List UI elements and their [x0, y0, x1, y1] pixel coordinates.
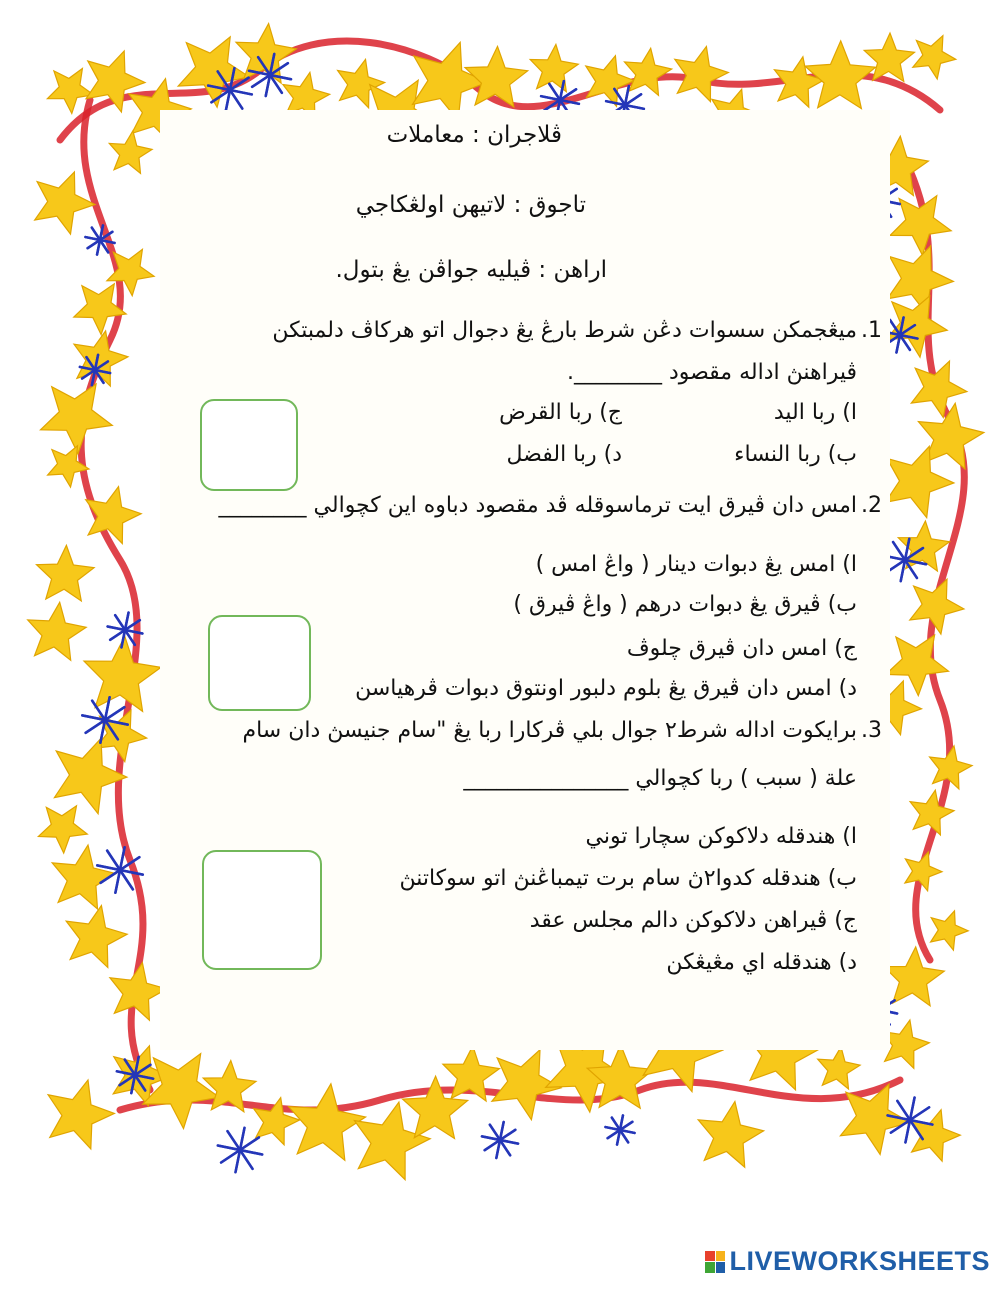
option-c: ج) ربا القرض [499, 400, 622, 425]
star-icon [109, 131, 152, 174]
question-number: 1. [861, 318, 882, 343]
star-icon [52, 845, 116, 909]
option-a: ا) ربا اليد [773, 400, 857, 425]
star-icon [66, 906, 127, 968]
star-icon [41, 384, 113, 454]
instruction-label: اراهن : ڤيليه جواڤن يڠ بتول. [335, 257, 607, 283]
option-a: ا) امس يڠ دبوات دينار ( واڠ امس ) [535, 552, 857, 577]
star-icon [698, 1102, 764, 1168]
star-icon [178, 37, 249, 107]
option-c: ج) ڤيراهن دلاکوکن دالم مجلس عقد [529, 908, 857, 933]
question-number: 2. [861, 493, 882, 518]
star-icon [38, 806, 87, 853]
star-icon [886, 635, 949, 696]
subject-label: ڤلاجران : معاملات [386, 122, 562, 148]
star-icon [530, 44, 578, 91]
star-icon [37, 545, 95, 601]
star-icon [48, 1080, 114, 1149]
star-icon [885, 446, 954, 517]
star-icon [840, 1084, 910, 1155]
star-icon [110, 963, 167, 1021]
option-b: ب) هندقله کدوا٢ڽ سام برت تيمباڠنڽ اتو سوکاتنڽ [399, 866, 857, 891]
star-icon [625, 48, 672, 95]
star-icon [931, 911, 969, 950]
option-d: د) هندقله اي مڠيڠکن [666, 950, 857, 975]
question-text: ڤيراهنڽ اداله مقصود ________. [566, 360, 857, 385]
answer-box-2[interactable] [208, 615, 311, 711]
star-icon [913, 36, 956, 79]
option-d: د) امس دان ڤيرق يڠ بلوم دلبور اونتوق دبوات ڤرهياسن [355, 676, 857, 701]
answer-box-1[interactable] [200, 399, 298, 491]
starburst-icon [605, 1115, 634, 1144]
question-number: 3. [861, 718, 882, 743]
option-b: ب) ڤيرق يڠ دبوات درهم ( واڠ ڤيرق ) [513, 592, 857, 617]
answer-box-3[interactable] [202, 850, 322, 970]
option-d: د) ربا الفضل [506, 442, 622, 467]
star-icon [930, 746, 973, 789]
star-icon [911, 1110, 960, 1161]
liveworksheets-logo-icon [705, 1251, 725, 1273]
liveworksheets-brand [705, 1246, 990, 1277]
star-icon [143, 1054, 220, 1129]
option-b: ب) ربا النساء [734, 442, 857, 467]
starburst-icon [218, 1128, 262, 1172]
starburst-icon [482, 1122, 518, 1158]
star-icon [905, 852, 942, 891]
question-text: برايکوت اداله شرط٢ جوال بلي ڤرکارا ربا يڠ "سام جنيسڽ دان سام [242, 718, 857, 743]
option-a: ا) هندقله دلاکوکن سچارا توني [585, 824, 857, 849]
topic-label: تاجوق : لاتيهن اولڠكاجي [355, 192, 586, 218]
option-c: ج) امس دان ڤيرق چلوڤ [626, 636, 857, 661]
question-text: ميڠجمكن سسوات دڠن شرط بارڠ يڠ دجوال اتو هرکاڤ دلمبتكن [272, 318, 857, 343]
star-icon [884, 947, 944, 1006]
brand-text: LIVEWORKSHEETS [729, 1246, 990, 1276]
question-text: امس دان ڤيرق ايت ترماسوقله ڤد مقصود دباوه اين کچوالي ________ [218, 493, 857, 518]
star-icon [28, 602, 86, 660]
star-icon [911, 361, 967, 417]
star-icon [289, 1084, 366, 1161]
star-icon [818, 1047, 860, 1089]
question-text: علة ( سبب ) ربا کچوالي _______________ [463, 766, 857, 791]
